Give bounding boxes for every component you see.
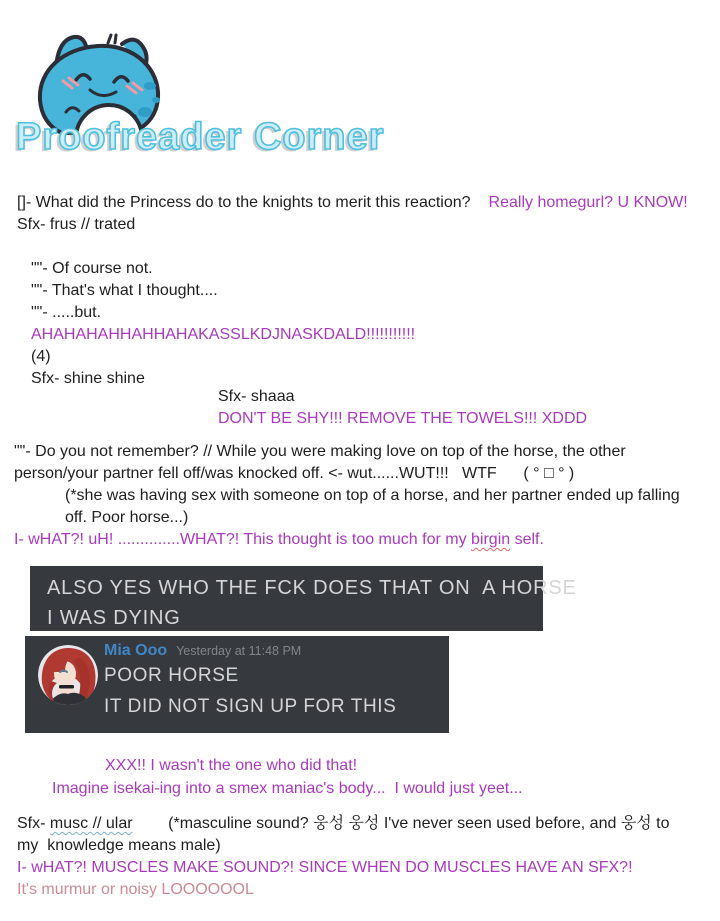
proofreader-comment: Really homegurl? U KNOW!	[488, 194, 688, 211]
sfx-line: Sfx- musc // ular (*masculine sound? 웅성 웅성 I've never seen used before, and 웅성 to	[17, 815, 670, 832]
note-section-1	[17, 192, 688, 236]
discord-username: Mia Ooo	[104, 642, 168, 659]
proofreader-comment: I- wHAT?! MUSCLES MAKE SOUND?! SINCE WHEN DO MUSCLES HAVE AN SFX?!	[17, 859, 633, 876]
note-section-5	[0, 754, 523, 800]
proofreader-comment: AHAHAHAHHAHHAHAKASSLKDJNASKDALD!!!!!!!!!!!	[31, 326, 416, 343]
proofreader-comment: I- wHAT?! uH! ..............WHAT?! This thought is too much for my birgin self.	[14, 531, 544, 548]
discord-screenshot-1	[30, 566, 577, 631]
note-line	[17, 192, 688, 214]
note-section-4	[14, 441, 680, 551]
discord-message: ALSO YES WHO THE FCK DOES THAT ON A HORSE	[47, 577, 577, 599]
quote-line: ""- Of course not.	[31, 260, 153, 277]
flagged-word: musc // ular	[49, 815, 133, 832]
translator-note: (*she was having sex with someone on top of a horse, and her partner ended up falling	[65, 487, 680, 504]
note-section-3	[218, 386, 587, 430]
note-section-2	[31, 258, 415, 390]
discord-message: IT DID NOT SIGN UP FOR THIS	[104, 696, 397, 717]
avatar	[38, 645, 98, 705]
note-section-6	[17, 813, 670, 901]
discord-message-header	[104, 642, 396, 660]
proofreader-comment: Imagine isekai-ing into a smex maniac's body... I would just yeet...	[52, 780, 523, 797]
proofreader-comment-secondary: It's murmur or noisy LOOOOOOL	[17, 881, 254, 898]
sfx-line: Sfx- shine shine	[31, 370, 145, 387]
script-text: []- What did the Princess do to the knights to merit this reaction?	[17, 194, 471, 211]
discord-message: POOR HORSE	[104, 665, 239, 686]
sfx-line: Sfx- frus // trated	[17, 216, 136, 233]
translator-note: my knowledge means male)	[17, 837, 221, 854]
quote-line: ""- .....but.	[31, 304, 102, 321]
discord-screenshot-2	[25, 636, 449, 733]
translator-note: (*masculine sound? 웅성 웅성 I've never seen used before, and 웅성 to	[132, 815, 670, 832]
translator-note: off. Poor horse...)	[65, 509, 189, 526]
page-title: Proofreader Corner	[16, 116, 385, 158]
quote-line: person/your partner fell off/was knocked off. <- wut......WUT!!! WTF ( ° □ ° )	[14, 465, 575, 482]
misspelled-word: birgin	[471, 531, 511, 548]
page-number: (4)	[31, 348, 51, 365]
discord-timestamp: Yesterday at 11:48 PM	[176, 644, 302, 658]
quote-line: ""- Do you not remember? // While you were making love on top of the horse, the other	[14, 443, 626, 460]
discord-message: I WAS DYING	[47, 607, 181, 629]
quote-line: ""- That's what I thought....	[31, 282, 218, 299]
proofreader-comment: DON'T BE SHY!!! REMOVE THE TOWELS!!! XDDD	[218, 410, 588, 427]
proofreader-comment: XXX!! I wasn't the one who did that!	[105, 757, 358, 774]
sfx-line: Sfx- shaaa	[218, 388, 295, 405]
